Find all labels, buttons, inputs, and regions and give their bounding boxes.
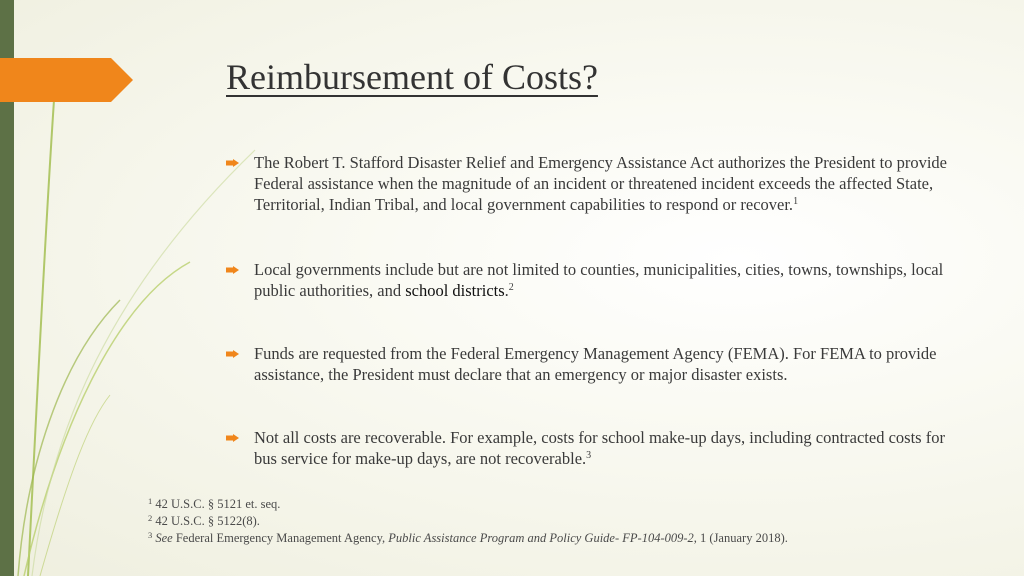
- school-districts-text: school districts: [405, 281, 505, 300]
- bullet-text: Funds are requested from the Federal Emergency Management Agency (FEMA). For FEMA to provide assistance, the President must declare that an emergency or major disaster exists.: [254, 344, 937, 384]
- bullet-text: Not all costs are recoverable. For example, costs for school make-up days, including contracted costs for bus service for make-up days, are not recoverable.: [254, 428, 945, 468]
- title-arrow-shape: [0, 58, 133, 102]
- bullet-list: [226, 152, 971, 469]
- footnote-see: See: [155, 531, 173, 545]
- arrow-bullet-icon: [226, 266, 239, 274]
- arrow-bullet-icon: [226, 159, 239, 167]
- bullet-text-period: .: [504, 281, 509, 300]
- footnote-number: 2: [148, 513, 153, 523]
- bullet-item-stafford-act: [226, 152, 971, 215]
- footnote-text: 42 U.S.C. § 5121 et. seq.: [155, 497, 281, 511]
- bullet-text: The Robert T. Stafford Disaster Relief and Emergency Assistance Act authorizes the President to provide Federal assistance when the magnitude of an incident or threatened incident exceeds the affected State, Territorial, Indian Tribal, and local government capabilities to respond or recover.: [254, 153, 947, 214]
- bullet-item-local-governments: [226, 259, 971, 301]
- footnote-3: [148, 530, 848, 547]
- bullet-item-fema-funds: [226, 343, 971, 385]
- arrow-bullet-icon: [226, 434, 239, 442]
- page-title: Reimbursement of Costs?: [226, 57, 598, 97]
- bullet-text: Local governments include but are not limited to counties, municipalities, cities, towns, townships, local public authorities, and: [254, 260, 944, 300]
- footnote-number: 3: [148, 530, 153, 540]
- footnote-publication-title: Public Assistance Program and Policy Guide- FP-104-009-2: [388, 531, 694, 545]
- footnotes: [148, 496, 848, 547]
- footnote-text: 42 U.S.C. § 5122(8).: [155, 514, 260, 528]
- footnote-ref: 3: [586, 450, 592, 461]
- footnote-tail: , 1 (January 2018).: [693, 531, 788, 545]
- footnote-1: [148, 496, 848, 513]
- footnote-number: 1: [148, 496, 153, 506]
- arrow-bullet-icon: [226, 350, 239, 358]
- footnote-ref: 2: [508, 282, 514, 293]
- footnote-text: Federal Emergency Management Agency,: [172, 531, 389, 545]
- bullet-item-recoverable-costs: [226, 427, 971, 469]
- footnote-2: [148, 513, 848, 530]
- footnote-ref: 1: [793, 196, 799, 207]
